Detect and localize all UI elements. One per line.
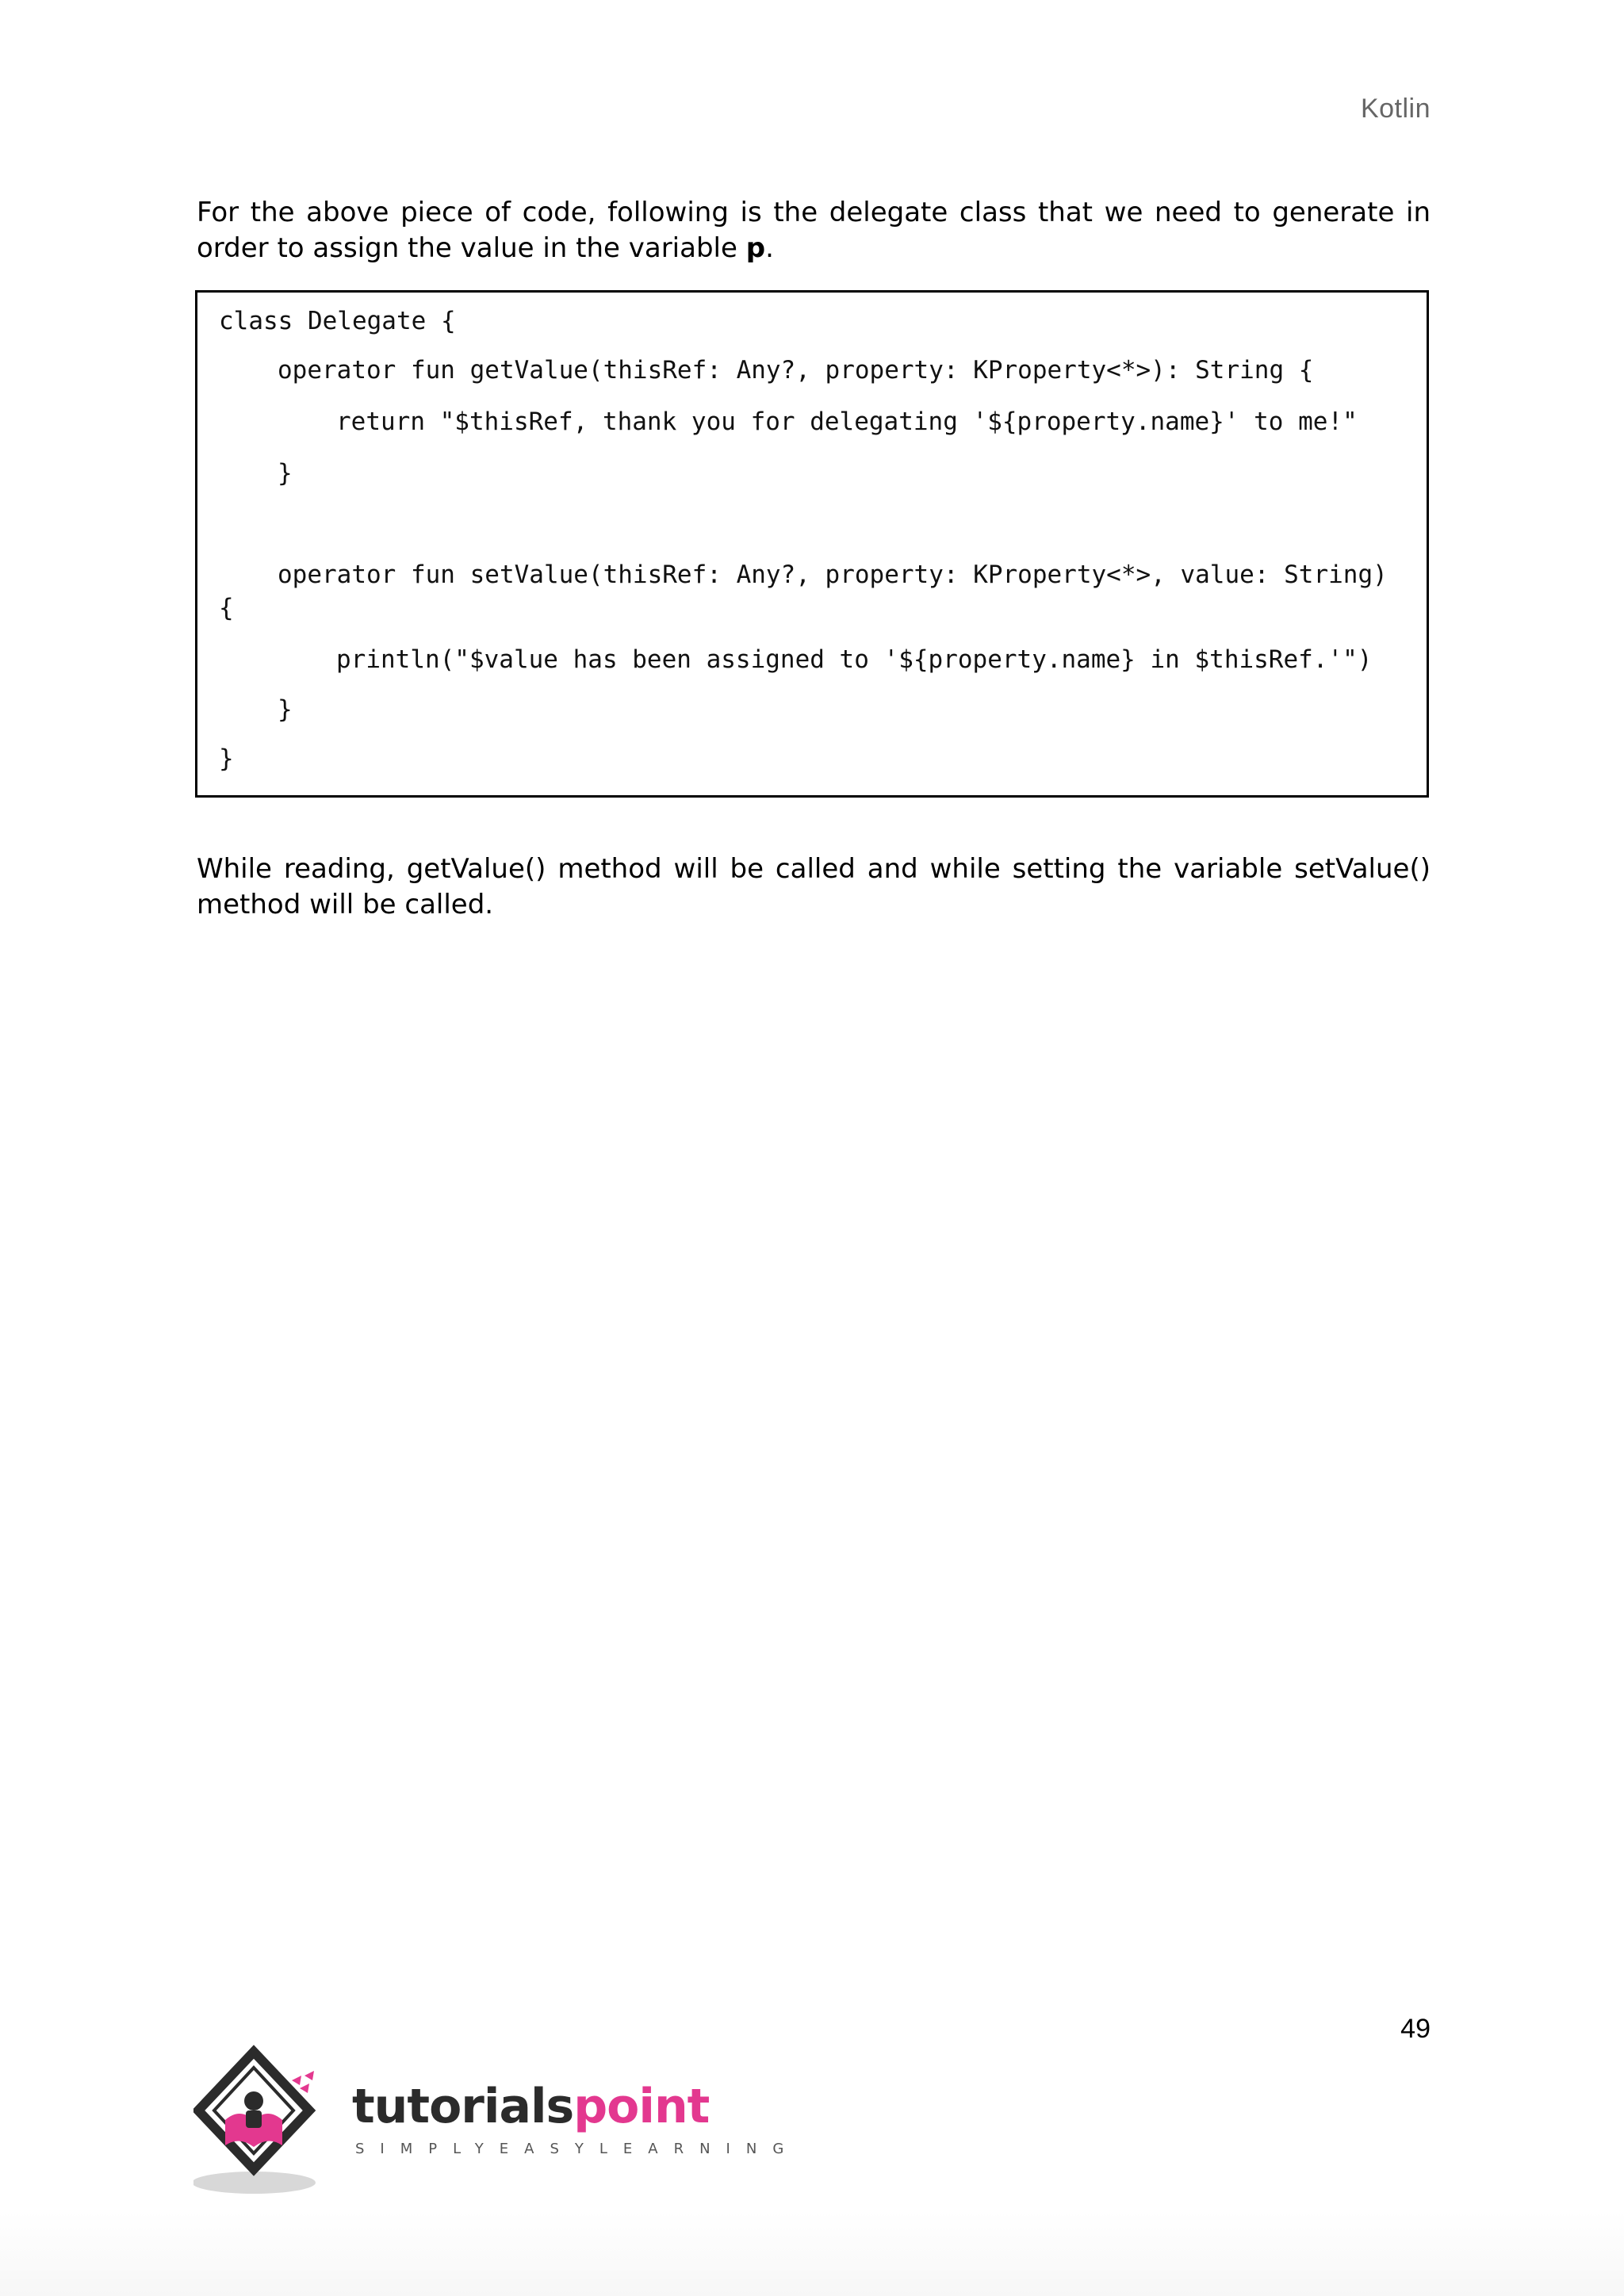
- page-bottom-shade: [0, 2212, 1624, 2296]
- code-line-8: }: [278, 695, 293, 724]
- intro-text: For the above piece of code, following is the delegate class that we need to generate in order to assign the value in the variable: [197, 197, 1431, 264]
- page-number: 49: [1400, 2014, 1431, 2044]
- outro-paragraph: While reading, getValue() method will be called and while setting the variable setValue() method will be called.: [197, 853, 1431, 920]
- logo-tagline: SIMPLYEASYLEARNING: [355, 2141, 800, 2157]
- code-line-7: println("$value has been assigned to '${property.name} in $thisRef.'"): [336, 645, 1373, 674]
- intro-period: .: [765, 232, 774, 264]
- tutorialspoint-logo: [193, 2044, 800, 2202]
- code-line-4: }: [278, 459, 293, 488]
- code-line-3: return "$thisRef, thank you for delegating '${property.name}' to me!": [336, 408, 1358, 436]
- running-header: Kotlin: [1360, 94, 1431, 124]
- logo-wordmark: [352, 2079, 709, 2134]
- logo-wordmark-pink: point: [573, 2079, 710, 2134]
- logo-emblem-icon: [193, 2044, 368, 2202]
- variable-name: p: [745, 232, 766, 264]
- code-line-9: }: [219, 744, 234, 773]
- code-line-1: class Delegate {: [219, 307, 456, 335]
- code-line-6: {: [219, 594, 234, 622]
- logo-wordmark-dark: tutorials: [352, 2079, 574, 2134]
- intro-paragraph: [197, 195, 1431, 266]
- code-line-5: operator fun setValue(thisRef: Any?, property: KProperty<*>, value: String): [278, 561, 1388, 589]
- code-block: [195, 290, 1429, 798]
- code-line-2: operator fun getValue(thisRef: Any?, property: KProperty<*>): String {: [278, 356, 1314, 385]
